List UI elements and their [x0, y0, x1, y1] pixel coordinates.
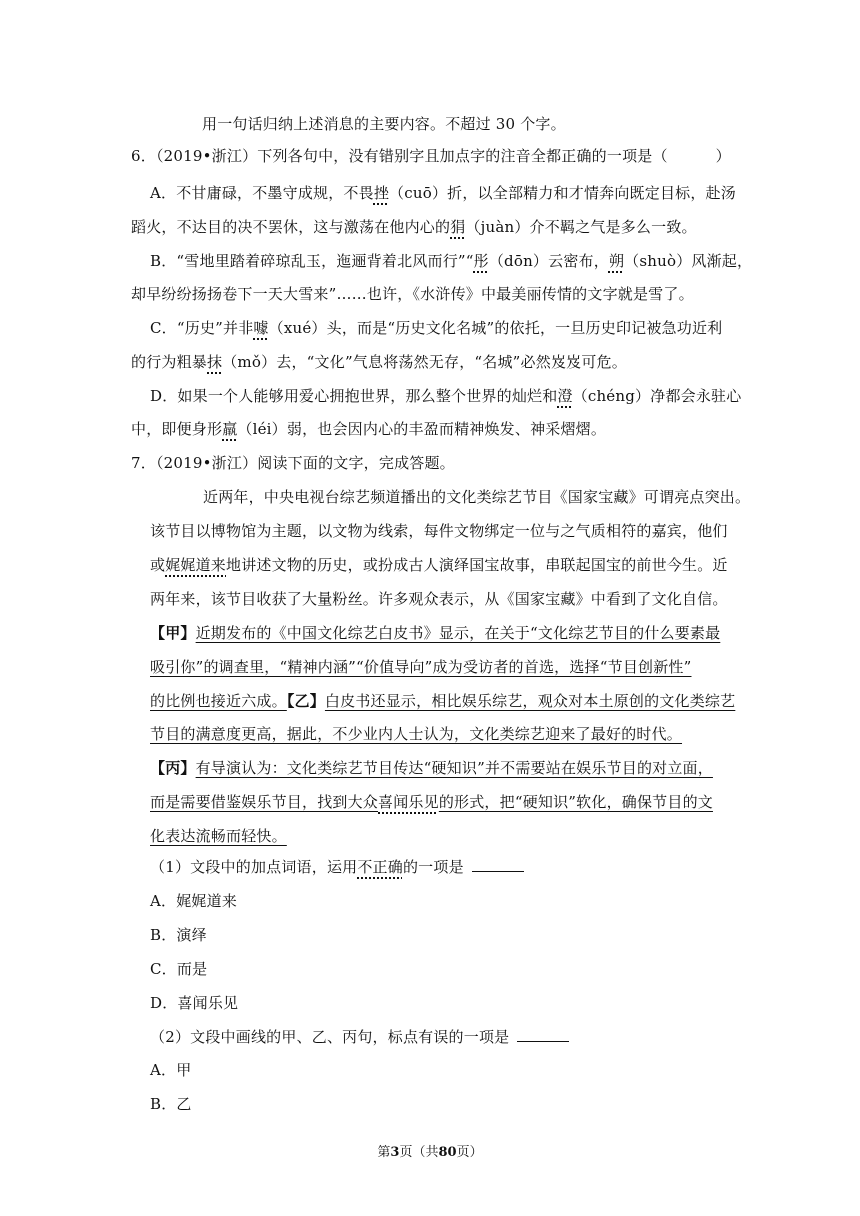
- passage-line: 或娓娓道来地讲述文物的历史，或扮成古人演绎国宝故事，串联起国宝的前世今生。近: [150, 556, 728, 574]
- answer-blank[interactable]: [517, 1027, 569, 1042]
- subq2-stem: （2）文段中画线的甲、乙、丙句，标点有误的一项是: [150, 1027, 569, 1047]
- answer-blank[interactable]: [472, 857, 524, 872]
- q6-option-d-line1: D．如果一个人能够用爱心拥抱世界，那么整个世界的灿烂和澄（chéng）净都会永驻心: [150, 387, 742, 405]
- passage-line: 近两年，中央电视台综艺频道播出的文化类综艺节目《国家宝藏》可谓亮点突出。: [203, 488, 751, 506]
- option-c: C．而是: [150, 960, 208, 978]
- q6-stem: 6．（2019•浙江）下列各句中，没有错别字且加点字的注音全都正确的一项是（ ）: [131, 147, 731, 165]
- option-a: A．娓娓道来: [150, 892, 238, 910]
- passage-line-bing: 【丙】有导演认为：文化类综艺节目传达“硬知识”并不需要站在娱乐节目的对立面，: [150, 759, 713, 777]
- option-d: D．喜闻乐见: [150, 994, 239, 1012]
- passage-line-jia: 【甲】近期发布的《中国文化综艺白皮书》显示，在关于“文化综艺节目的什么要素最: [150, 624, 721, 642]
- q6-option-d-line2: 中，即便身形羸（léi）弱，也会因内心的丰盈而精神焕发、神采熠熠。: [131, 420, 607, 438]
- q6-option-a-line2: 蹈火，不达目的决不罢休，这与激荡在他内心的狷（juàn）介不羁之气是多么一致。: [131, 218, 697, 236]
- q6-option-c-line2: 的行为粗暴抹（mǒ）去，“文化”气息将荡然无存，“名城”必然岌岌可危。: [131, 353, 627, 371]
- subq1-stem: （1）文段中的加点词语，运用不正确的一项是: [150, 857, 524, 877]
- passage-line: 吸引你”的调查里，“精神内涵”“价值导向”成为受访者的首选，选择“节目创新性”: [150, 658, 692, 676]
- q6-option-a-line1: A．不甘庸碌，不墨守成规，不畏挫（cuō）折，以全部精力和才情奔向既定目标，赴汤: [150, 184, 736, 202]
- page-footer: 第3页（共80页）: [377, 1145, 483, 1160]
- summary-instruction: 用一句话归纳上述消息的主要内容。不超过 30 个字。: [202, 115, 566, 133]
- passage-line: 节目的满意度更高，据此，不少业内人士认为，文化类综艺迎来了最好的时代。: [150, 725, 683, 743]
- q6-option-b-line1: B．“雪地里踏着碎琼乱玉，迤逦背着北风而行”“彤（dōn）云密布，朔（shuò）风渐起，: [150, 252, 753, 270]
- q6-option-c-line1: C．“历史”并非噱（xué）头，而是“历史文化名城”的依托，一旦历史印记被急功近利: [150, 319, 723, 337]
- passage-line: 两年来，该节目收获了大量粉丝。许多观众表示，从《国家宝藏》中看到了文化自信。: [150, 590, 728, 608]
- passage-line-yi: 的比例也接近六成。【乙】白皮书还显示，相比娱乐综艺，观众对本土原创的文化类综艺: [150, 692, 736, 710]
- passage-line: 化表达流畅而轻快。: [150, 827, 287, 845]
- passage-line: 该节目以博物馆为主题，以文物为线索，每件文物绑定一位与之气质相符的嘉宾，他们: [150, 522, 728, 540]
- option-b: B．演绎: [150, 926, 207, 944]
- q7-stem: 7．（2019•浙江）阅读下面的文字，完成答题。: [131, 454, 455, 472]
- option-a: A．甲: [150, 1061, 192, 1079]
- q6-option-b-line2: 却早纷纷扬扬卷下一天大雪来”……也许，《水浒传》中最美丽传情的文字就是雪了。: [131, 285, 694, 303]
- option-b: B．乙: [150, 1095, 192, 1113]
- passage-line: 而是需要借鉴娱乐节目，找到大众喜闻乐见的形式，把“硬知识”软化，确保节目的文: [150, 793, 713, 811]
